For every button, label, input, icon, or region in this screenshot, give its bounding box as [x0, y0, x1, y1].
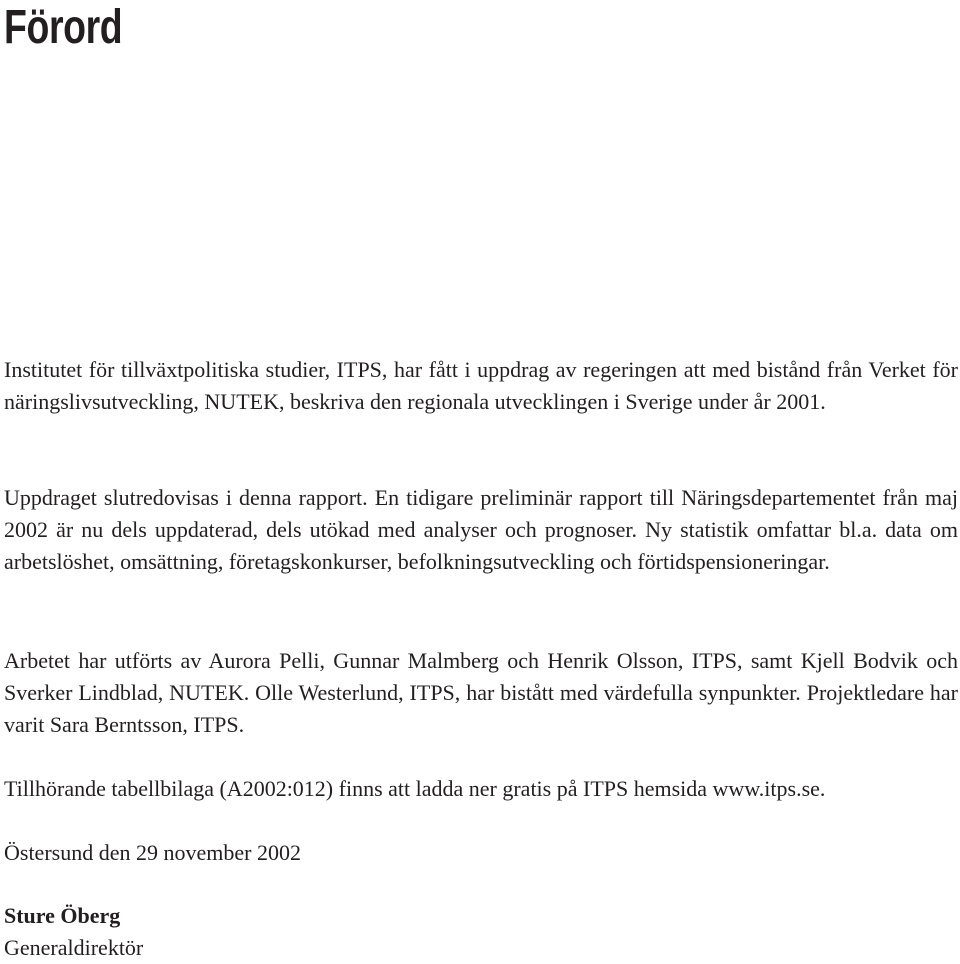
signatory-title: Generaldirektör [4, 935, 144, 960]
paragraph-report: Uppdraget slutredovisas i denna rapport. En tidigare preliminär rapport till Näringsdepartementet från maj 2002 är nu dels uppdaterad, dels utökad med analyser och prognoser. Ny statistik omfattar bl.a. data om arbetslöshet, omsättning, företagskonkurser, befolkningsutveckling och förtidspensioneringar. [4, 485, 958, 574]
place-date: Östersund den 29 november 2002 [4, 840, 301, 865]
signatory-name: Sture Öberg [4, 903, 121, 928]
signature-block [4, 900, 143, 964]
paragraph-appendix: Tillhörande tabellbilaga (A2002:012) finns att ladda ner gratis på ITPS hemsida www.itps.se. [4, 776, 826, 801]
page-title: Förord [4, 1, 123, 54]
paragraph-assignment: Institutet för tillväxtpolitiska studier, ITPS, har fått i uppdrag av regeringen att med bistånd från Verket för näringslivsutveckling, NUTEK, beskriva den regionala utvecklingen i Sverige under år 2001. [4, 357, 958, 414]
paragraph-authors: Arbetet har utförts av Aurora Pelli, Gunnar Malmberg och Henrik Olsson, ITPS, samt Kjell Bodvik och Sverker Lindblad, NUTEK. Olle Westerlund, ITPS, har bistått med värdefulla synpunkter. Projektledare har varit Sara Berntsson, ITPS. [4, 648, 958, 737]
